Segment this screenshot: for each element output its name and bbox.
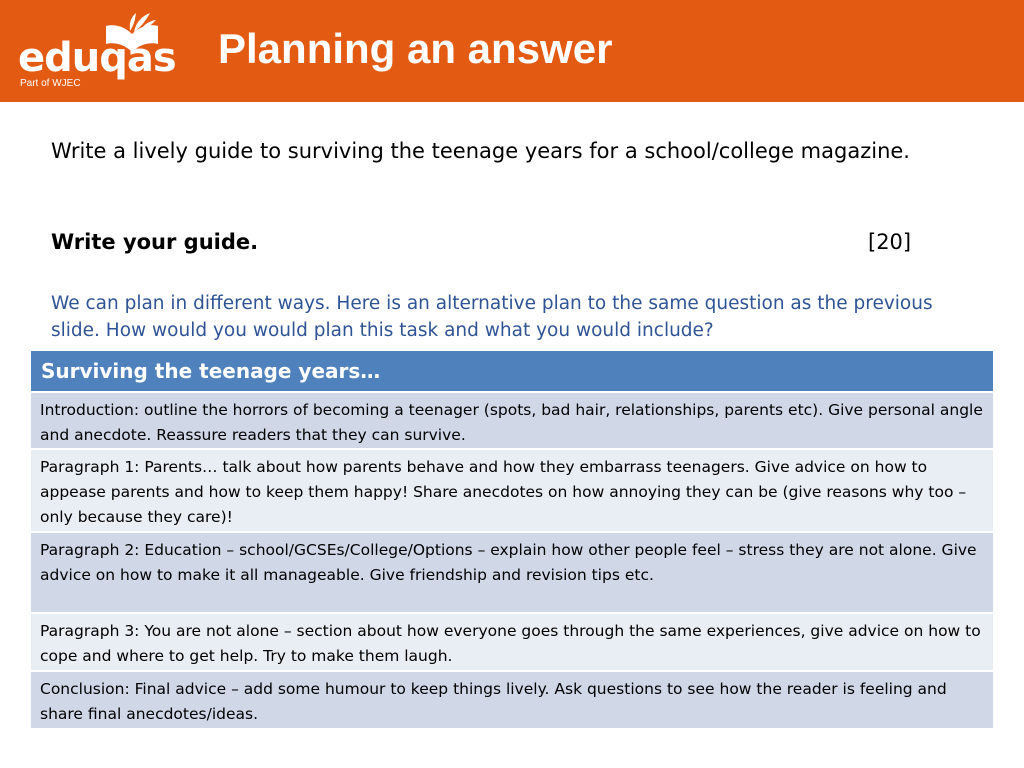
eduqas-logo <box>16 12 176 92</box>
plan-row-paragraph-1: Paragraph 1: Parents… talk about how parents behave and how they embarrass teenagers. Give advice on how to appease parents and how to keep them happy! Share anecdotes on how annoying they can be (give reasons why too – only because they care)! <box>31 450 993 533</box>
plan-row-introduction: Introduction: outline the horrors of becoming a teenager (spots, bad hair, relationships, parents etc). Give personal angle and anecdote. Reassure readers that they can survive. <box>31 393 993 450</box>
plan-table <box>31 351 993 730</box>
plan-table-heading: Surviving the teenage years… <box>31 351 993 393</box>
plan-row-paragraph-3: Paragraph 3: You are not alone – section about how everyone goes through the same experiences, give advice on how to cope and where to get help. Try to make them laugh. <box>31 614 993 672</box>
logo-subtext: Part of WJEC <box>20 78 81 89</box>
header-banner <box>0 0 1024 102</box>
planning-note: We can plan in different ways. Here is an alternative plan to the same question as the previous slide. How would you would plan this task and what you would include? <box>51 293 933 341</box>
logo-wordmark: eduqas <box>18 35 176 81</box>
task-marks: [20] <box>868 230 912 254</box>
task-instruction: Write your guide. <box>51 230 259 254</box>
plan-row-paragraph-2: Paragraph 2: Education – school/GCSEs/College/Options – explain how other people feel – stress they are not alone. Give advice on how to make it all manageable. Give friendship and revision tips etc. <box>31 533 993 614</box>
task-prompt: Write a lively guide to surviving the teenage years for a school/college magazine. <box>51 139 910 163</box>
plan-row-conclusion: Conclusion: Final advice – add some humour to keep things lively. Ask questions to see how the reader is feeling and share final anecdotes/ideas. <box>31 672 993 730</box>
slide-title: Planning an answer <box>218 25 613 72</box>
